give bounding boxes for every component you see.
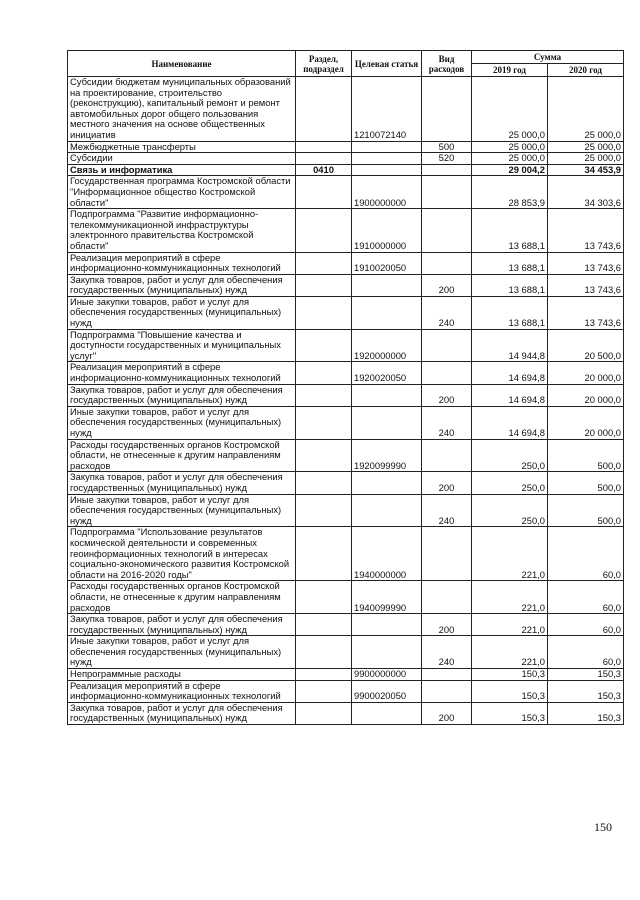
row-kind-cell: [422, 329, 472, 362]
row-name-cell: Связь и информатика: [68, 164, 296, 176]
row-2020-cell: 20 500,0: [548, 329, 624, 362]
row-kind-cell: 200: [422, 384, 472, 406]
table-row: [68, 636, 624, 669]
row-2020-cell: 60,0: [548, 636, 624, 669]
row-section-cell: [296, 669, 352, 681]
table-row: [68, 384, 624, 406]
page-number: 150: [594, 820, 612, 834]
row-kind-cell: [422, 164, 472, 176]
row-2020-cell: 60,0: [548, 614, 624, 636]
table-row: [68, 527, 624, 581]
row-section-cell: [296, 494, 352, 527]
row-2019-cell: 13 688,1: [472, 296, 548, 329]
row-kind-cell: [422, 439, 472, 472]
row-2019-cell: 14 694,8: [472, 384, 548, 406]
table-row: [68, 702, 624, 724]
row-section-cell: [296, 362, 352, 384]
row-kind-cell: [422, 362, 472, 384]
row-target-cell: [352, 153, 422, 165]
row-2019-cell: 14 694,8: [472, 362, 548, 384]
row-target-cell: 1210072140: [352, 77, 422, 142]
row-2019-cell: 221,0: [472, 581, 548, 614]
row-section-cell: [296, 77, 352, 142]
table-row: [68, 153, 624, 165]
row-kind-cell: 200: [422, 472, 472, 494]
row-name-cell: Закупка товаров, работ и услуг для обеспечения государственных (муниципальных) нужд: [68, 614, 296, 636]
row-name-cell: Реализация мероприятий в сфере информационно-коммуникационных технологий: [68, 252, 296, 274]
row-section-cell: [296, 581, 352, 614]
row-kind-cell: [422, 680, 472, 702]
row-2019-cell: 250,0: [472, 439, 548, 472]
row-name-cell: Расходы государственных органов Костромской области, не отнесенные к другим направлениям расходов: [68, 439, 296, 472]
row-kind-cell: [422, 77, 472, 142]
table-row: [68, 614, 624, 636]
table-row: [68, 406, 624, 439]
table-row: [68, 472, 624, 494]
table-row: [68, 164, 624, 176]
row-2020-cell: 20 000,0: [548, 362, 624, 384]
row-kind-cell: 240: [422, 636, 472, 669]
row-2020-cell: 60,0: [548, 527, 624, 581]
table-row: [68, 252, 624, 274]
table-row: [68, 176, 624, 209]
row-section-cell: [296, 209, 352, 252]
row-2020-cell: 13 743,6: [548, 209, 624, 252]
table-header: [68, 51, 624, 77]
table-row: [68, 296, 624, 329]
row-2019-cell: 13 688,1: [472, 274, 548, 296]
row-name-cell: Иные закупки товаров, работ и услуг для обеспечения государственных (муниципальных) нужд: [68, 406, 296, 439]
row-2019-cell: 150,3: [472, 669, 548, 681]
row-2019-cell: 25 000,0: [472, 153, 548, 165]
header-kind: Вид расходов: [422, 51, 472, 77]
row-section-cell: 0410: [296, 164, 352, 176]
row-2020-cell: 25 000,0: [548, 77, 624, 142]
row-target-cell: 1920020050: [352, 362, 422, 384]
row-target-cell: 1910020050: [352, 252, 422, 274]
row-2019-cell: 250,0: [472, 472, 548, 494]
row-target-cell: [352, 494, 422, 527]
row-section-cell: [296, 439, 352, 472]
row-target-cell: [352, 406, 422, 439]
row-2020-cell: 20 000,0: [548, 406, 624, 439]
row-name-cell: Субсидии: [68, 153, 296, 165]
row-target-cell: [352, 384, 422, 406]
row-kind-cell: 500: [422, 141, 472, 153]
row-target-cell: 1940000000: [352, 527, 422, 581]
row-2019-cell: 29 004,2: [472, 164, 548, 176]
table-row: [68, 494, 624, 527]
row-2020-cell: 60,0: [548, 581, 624, 614]
row-kind-cell: 240: [422, 296, 472, 329]
row-2019-cell: 14 694,8: [472, 406, 548, 439]
row-2020-cell: 13 743,6: [548, 252, 624, 274]
row-target-cell: [352, 164, 422, 176]
row-kind-cell: [422, 581, 472, 614]
row-2020-cell: 25 000,0: [548, 153, 624, 165]
row-kind-cell: 200: [422, 702, 472, 724]
table-row: [68, 669, 624, 681]
row-2020-cell: 34 303,6: [548, 176, 624, 209]
row-section-cell: [296, 406, 352, 439]
table-row: [68, 209, 624, 252]
row-2020-cell: 500,0: [548, 439, 624, 472]
row-section-cell: [296, 329, 352, 362]
row-target-cell: [352, 472, 422, 494]
row-2020-cell: 25 000,0: [548, 141, 624, 153]
row-target-cell: [352, 296, 422, 329]
row-name-cell: Закупка товаров, работ и услуг для обеспечения государственных (муниципальных) нужд: [68, 274, 296, 296]
table-row: [68, 329, 624, 362]
row-name-cell: Реализация мероприятий в сфере информационно-коммуникационных технологий: [68, 680, 296, 702]
row-name-cell: Подпрограмма "Повышение качества и доступности государственных и муниципальных услуг": [68, 329, 296, 362]
row-section-cell: [296, 274, 352, 296]
row-name-cell: Иные закупки товаров, работ и услуг для обеспечения государственных (муниципальных) нужд: [68, 296, 296, 329]
table-row: [68, 77, 624, 142]
row-target-cell: 9900020050: [352, 680, 422, 702]
row-2019-cell: 221,0: [472, 527, 548, 581]
row-target-cell: 1940099990: [352, 581, 422, 614]
row-section-cell: [296, 702, 352, 724]
row-section-cell: [296, 680, 352, 702]
row-target-cell: 1920000000: [352, 329, 422, 362]
row-2020-cell: 13 743,6: [548, 296, 624, 329]
row-2020-cell: 150,3: [548, 680, 624, 702]
row-2020-cell: 500,0: [548, 494, 624, 527]
row-2020-cell: 20 000,0: [548, 384, 624, 406]
row-name-cell: Субсидии бюджетам муниципальных образований на проектирование, строительство (реконструкцию), капитальный ремонт и ремонт автомобильных дорог общего пользования местного значения на основе общественных инициатив: [68, 77, 296, 142]
row-name-cell: Закупка товаров, работ и услуг для обеспечения государственных (муниципальных) нужд: [68, 702, 296, 724]
row-name-cell: Закупка товаров, работ и услуг для обеспечения государственных (муниципальных) нужд: [68, 472, 296, 494]
header-name: Наименование: [68, 51, 296, 77]
row-name-cell: Расходы государственных органов Костромской области, не отнесенные к другим направлениям расходов: [68, 581, 296, 614]
row-name-cell: Реализация мероприятий в сфере информационно-коммуникационных технологий: [68, 362, 296, 384]
row-kind-cell: [422, 176, 472, 209]
row-2019-cell: 150,3: [472, 680, 548, 702]
row-2019-cell: 28 853,9: [472, 176, 548, 209]
row-name-cell: Непрограммные расходы: [68, 669, 296, 681]
row-name-cell: Межбюджетные трансферты: [68, 141, 296, 153]
row-name-cell: Иные закупки товаров, работ и услуг для обеспечения государственных (муниципальных) нужд: [68, 636, 296, 669]
row-target-cell: [352, 636, 422, 669]
row-kind-cell: 240: [422, 406, 472, 439]
row-2020-cell: 34 453,9: [548, 164, 624, 176]
header-target: Целевая статья: [352, 51, 422, 77]
row-2019-cell: 150,3: [472, 702, 548, 724]
row-section-cell: [296, 141, 352, 153]
row-section-cell: [296, 527, 352, 581]
row-kind-cell: 200: [422, 614, 472, 636]
table-row: [68, 581, 624, 614]
row-target-cell: [352, 702, 422, 724]
table-row: [68, 439, 624, 472]
table-row: [68, 141, 624, 153]
row-2019-cell: 14 944,8: [472, 329, 548, 362]
row-2020-cell: 150,3: [548, 702, 624, 724]
row-section-cell: [296, 472, 352, 494]
row-2019-cell: 250,0: [472, 494, 548, 527]
header-section: Раздел, подраздел: [296, 51, 352, 77]
row-2020-cell: 13 743,6: [548, 274, 624, 296]
row-name-cell: Государственная программа Костромской области "Информационное общество Костромской области": [68, 176, 296, 209]
row-target-cell: 1920099990: [352, 439, 422, 472]
row-section-cell: [296, 252, 352, 274]
row-2020-cell: 150,3: [548, 669, 624, 681]
row-section-cell: [296, 176, 352, 209]
row-target-cell: [352, 274, 422, 296]
row-2019-cell: 25 000,0: [472, 77, 548, 142]
header-year-2019: 2019 год: [472, 64, 548, 77]
row-section-cell: [296, 636, 352, 669]
row-name-cell: Подпрограмма "Развитие информационно-телекоммуникационной инфраструктуры электронного правительства Костромской области": [68, 209, 296, 252]
row-2019-cell: 221,0: [472, 614, 548, 636]
row-kind-cell: [422, 527, 472, 581]
row-kind-cell: 520: [422, 153, 472, 165]
table-row: [68, 680, 624, 702]
budget-table: [67, 50, 624, 725]
header-sum: Сумма: [472, 51, 624, 64]
row-section-cell: [296, 614, 352, 636]
table-row: [68, 362, 624, 384]
row-2020-cell: 500,0: [548, 472, 624, 494]
table-body: [68, 77, 624, 725]
row-kind-cell: [422, 252, 472, 274]
row-section-cell: [296, 296, 352, 329]
row-kind-cell: [422, 669, 472, 681]
row-target-cell: 1900000000: [352, 176, 422, 209]
row-name-cell: Закупка товаров, работ и услуг для обеспечения государственных (муниципальных) нужд: [68, 384, 296, 406]
row-section-cell: [296, 153, 352, 165]
header-year-2020: 2020 год: [548, 64, 624, 77]
row-name-cell: Подпрограмма "Использование результатов космической деятельности и современных геоинформационных технологий в интересах социально-экономического развития Костромской области на 2016-2020 годы": [68, 527, 296, 581]
row-2019-cell: 25 000,0: [472, 141, 548, 153]
row-target-cell: [352, 141, 422, 153]
row-target-cell: 1910000000: [352, 209, 422, 252]
row-kind-cell: 240: [422, 494, 472, 527]
row-2019-cell: 13 688,1: [472, 209, 548, 252]
row-kind-cell: 200: [422, 274, 472, 296]
row-2019-cell: 13 688,1: [472, 252, 548, 274]
row-target-cell: 9900000000: [352, 669, 422, 681]
row-target-cell: [352, 614, 422, 636]
row-kind-cell: [422, 209, 472, 252]
row-2019-cell: 221,0: [472, 636, 548, 669]
row-section-cell: [296, 384, 352, 406]
table-row: [68, 274, 624, 296]
row-name-cell: Иные закупки товаров, работ и услуг для обеспечения государственных (муниципальных) нужд: [68, 494, 296, 527]
